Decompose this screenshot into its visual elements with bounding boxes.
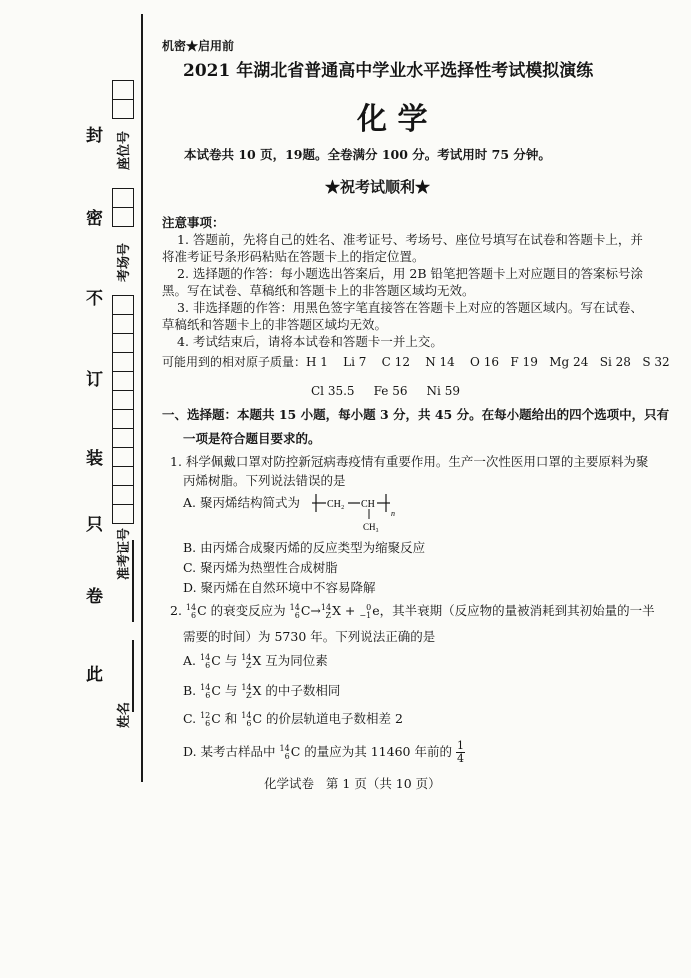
isotope-c14: 14 6	[279, 743, 290, 761]
option-text: 互为同位素	[265, 653, 328, 668]
isotope-c14: 14 6	[200, 652, 211, 670]
q2-option-c: C. 12 6 C 和 14 6 C 的价层轨道电子数相差 2	[183, 710, 403, 728]
electron-symbol: 0 −1	[359, 602, 372, 620]
q1-option-b: B. 由丙烯合成聚丙烯的反应类型为缩聚反应	[183, 540, 426, 555]
notice-line: 3. 非选择题的作答：用黑色签字笔直接答在答题卡上对应的答题区域内。写在试卷、	[177, 300, 643, 315]
seal-char: 卷	[86, 587, 103, 607]
confidential-mark: 机密★启用前	[162, 39, 235, 53]
q1-option-a: A. 聚丙烯结构简式为	[183, 495, 300, 510]
isotope-c14: 14 6	[200, 682, 211, 700]
name-label: 姓名	[117, 701, 132, 728]
option-text: 的量应为其 11460 年前的	[304, 744, 452, 759]
q1-option-c: C. 聚丙烯为热塑性合成树脂	[183, 560, 338, 575]
fraction-denominator: 4	[456, 752, 464, 765]
formula-ch3: CH₃	[363, 522, 379, 532]
q2-stem-b: ，其半衰期（反应物的量被消耗到其初始量的一半	[379, 603, 655, 618]
exam-room-boxes[interactable]	[112, 188, 134, 227]
seal-char: 此	[86, 665, 103, 685]
option-text: 的中子数相同	[265, 683, 341, 698]
q1-stem-cont: 丙烯树脂。下列说法错误的是	[183, 473, 346, 488]
exam-room-label: 考场号	[117, 242, 132, 282]
isotope-x: 14 Z	[320, 602, 332, 620]
seat-number-boxes[interactable]	[112, 80, 134, 119]
formula-n: n	[391, 509, 395, 518]
isotope-c14: 14 6	[185, 602, 197, 620]
option-text: 的价层轨道电子数相差 2	[266, 711, 403, 726]
page-footer: 化学试卷 第 1 页（共 10 页）	[264, 776, 441, 791]
exam-title: 2021 年湖北省普通高中学业水平选择性考试模拟演练	[183, 61, 594, 81]
fraction-one-quarter	[456, 740, 465, 765]
q2-option-a: A. 14 6 C 与 14 Z X 互为同位素	[183, 652, 328, 670]
notice-heading: 注意事项：	[162, 215, 225, 230]
subject-title: 化 学	[357, 102, 428, 137]
atomic-masses-line2: Cl 35.5 Fe 56 Ni 59	[311, 384, 460, 398]
section-heading: 一、选择题：本题共 15 小题，每小题 3 分，共 45 分。在每小题给出的四个选项中，只有	[162, 407, 670, 422]
seal-char: 密	[86, 209, 103, 229]
seal-char: 封	[86, 126, 103, 146]
exam-info: 本试卷共 10 页，19题。全卷满分 100 分。考试用时 75 分钟。	[184, 147, 551, 162]
isotope-c14: 14 6	[289, 602, 300, 620]
binding-line	[141, 14, 143, 782]
q2-stem: 2. 14 6 C 的衰变反应为 14 6 C→ 14 Z X + 0 −1 e，其半衰期（反应物的量被消耗到其初始量的一半	[170, 602, 655, 620]
isotope-x: 14 Z	[241, 682, 252, 700]
notice-line: 将准考证号条形码粘贴在答题卡上的指定位置。	[162, 249, 425, 264]
q2-option-d: D. 某考古样品中 14 6 C 的量应为其 11460 年前的 $\frac{1}{4}$	[183, 739, 464, 765]
ticket-underline	[132, 540, 134, 622]
isotope-c14: 14 6	[241, 710, 252, 728]
formula-ch: CH	[361, 499, 375, 510]
seat-number-label: 座位号	[117, 130, 132, 170]
isotope-x: 14 Z	[241, 652, 252, 670]
formula-ch2: CH₂	[327, 499, 345, 510]
q1-stem: 1. 科学佩戴口罩对防控新冠病毒疫情有重要作用。生产一次性医用口罩的主要原料为聚	[170, 454, 649, 469]
polypropylene-formula	[310, 492, 400, 534]
q2-stem-a: C 的衰变反应为	[197, 603, 286, 618]
isotope-c12: 12 6	[200, 710, 211, 728]
q2-option-b: B. 14 6 C 与 14 Z X 的中子数相同	[183, 682, 341, 700]
seal-char: 订	[86, 370, 103, 390]
seal-char: 装	[86, 449, 103, 469]
admission-ticket-label: 准考证号	[117, 527, 132, 580]
seal-char: 只	[86, 515, 103, 535]
option-letter: A.	[183, 653, 197, 668]
blessing: ★祝考试顺利★	[325, 178, 431, 196]
name-underline[interactable]	[132, 640, 134, 712]
option-letter: D. 某考古样品中	[183, 744, 276, 759]
fraction-numerator: 1	[456, 739, 464, 752]
notice-line: 1. 答题前，先将自己的姓名、准考证号、考场号、座位号填写在试卷和答题卡上，并	[177, 232, 643, 247]
atomic-masses-line1: 可能用到的相对原子质量：H 1 Li 7 C 12 N 14 O 16 F 19 Mg 24 Si 28 S 32	[162, 355, 670, 369]
seal-char: 不	[86, 289, 103, 309]
section-heading-cont: 一项是符合题目要求的。	[183, 431, 321, 446]
admission-ticket-boxes[interactable]	[112, 295, 134, 524]
q1-option-d: D. 聚丙烯在自然环境中不容易降解	[183, 580, 376, 595]
notice-line: 草稿纸和答题卡上的非答题区域均无效。	[162, 317, 388, 332]
notice-line: 2. 选择题的作答：每小题选出答案后，用 2B 铅笔把答题卡上对应题目的答案标号涂	[177, 266, 643, 281]
notice-line: 黑。写在试卷、草稿纸和答题卡上的非答题区域均无效。	[162, 283, 475, 298]
q2-stem-cont: 需要的时间）为 5730 年。下列说法正确的是	[183, 629, 436, 644]
option-letter: C.	[183, 711, 197, 726]
option-letter: B.	[183, 683, 197, 698]
q2-number: 2.	[170, 603, 182, 618]
notice-line: 4. 考试结束后，请将本试卷和答题卡一并上交。	[177, 334, 443, 349]
